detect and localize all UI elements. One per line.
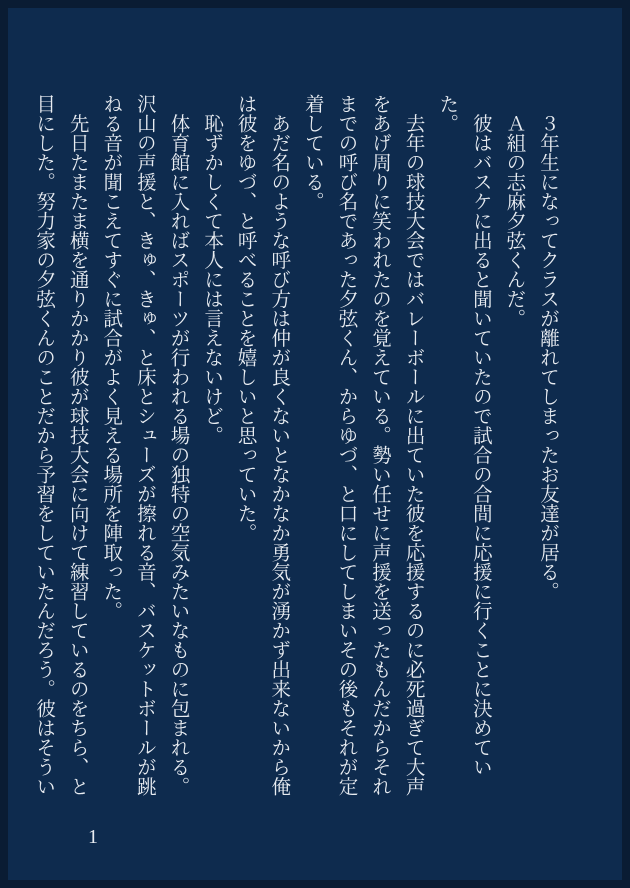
book-page [8, 8, 622, 880]
novel-paragraph: 去年の球技大会ではバレーボールに出ていた彼を応援するのに必死過ぎて大声をあげ周りに笑われたのを覚えている。勢い任せに声援を送ったもんだからそれまでの呼び名であった夕弦くん、からゆづ、と口にしてしまいその後もそれが定着している。 [301, 94, 424, 796]
novel-paragraph: 体育館に入ればスポーツが行われる場の独特の空気みたいなものに包まれる。沢山の声援と、きゅ、きゅ、と床とシューズが擦れる音、バスケットボールが跳ねる音が聞こえてすぐに試合がよく見える場所を陣取った。 [100, 94, 189, 796]
novel-paragraph: あだ名のような呼び方は仲が良くないとなかなか勇気が湧かず出来ないから俺は彼をゆづ、と呼べることを嬉しいと思っていた。 [234, 94, 290, 796]
novel-paragraph: 先日たまたま横を通りかかり彼が球技大会に向けて練習しているのをちら、と目にした。努力家の夕弦くんのことだから予習をしていたんだろう。彼はそうい [33, 94, 88, 796]
novel-paragraph: Ａ組の志麻夕弦くんだ。 [503, 94, 525, 328]
novel-paragraph: ３年生になってクラスが離れてしまったお友達が居る。 [537, 94, 558, 601]
novel-text-block [27, 94, 565, 798]
novel-paragraph: 彼はバスケに出ると聞いていたので試合の合間に応援に行くことに決めていた。 [436, 94, 491, 777]
page-number: 1 [88, 826, 98, 848]
novel-paragraph: 恥ずかしくて本人には言えないけど。 [201, 94, 223, 445]
